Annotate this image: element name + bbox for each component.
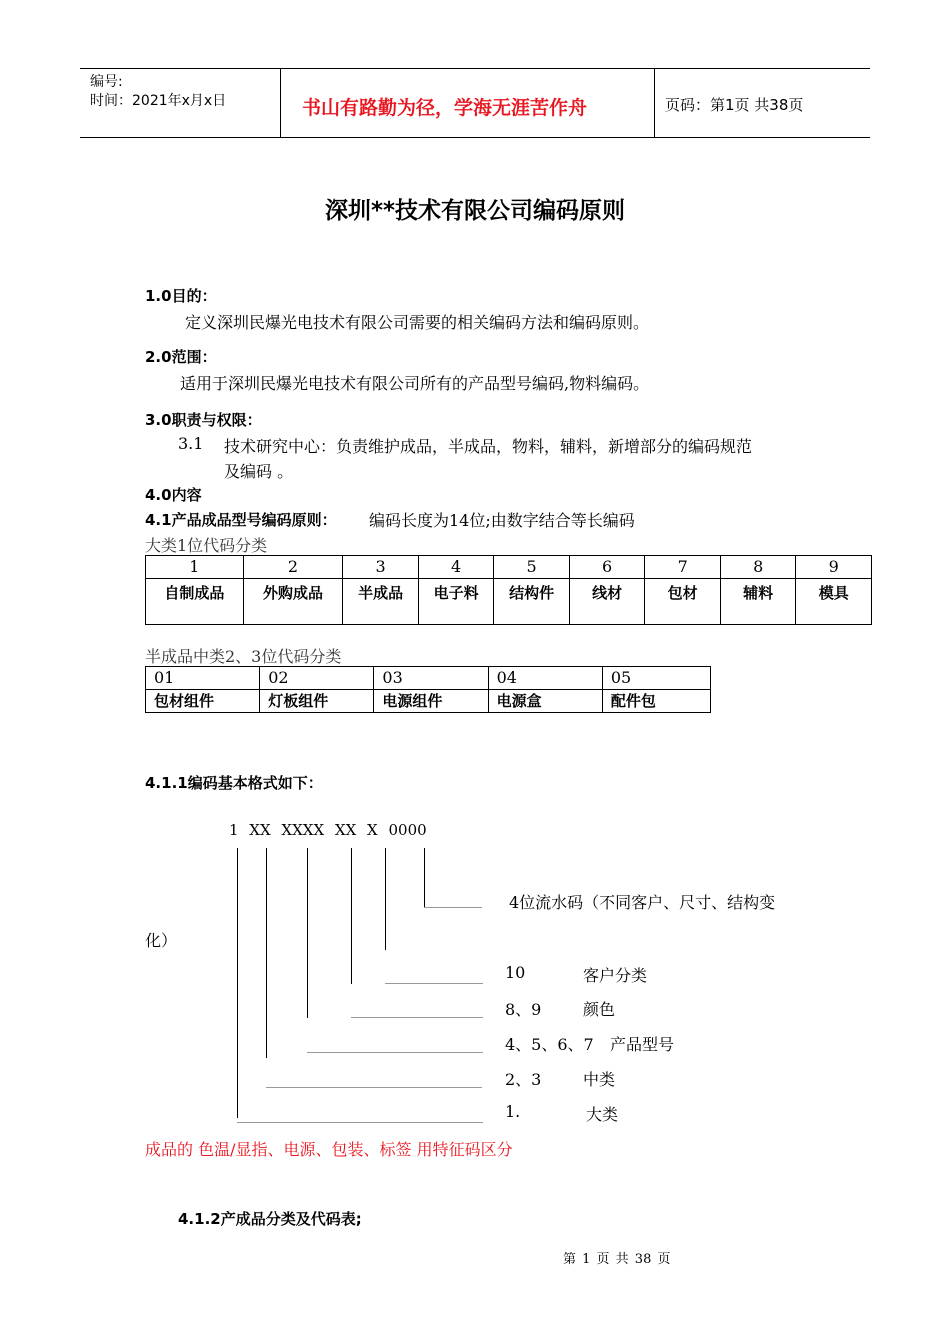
header-motto: 书山有路勤为径，学海无涯苦作舟 [302, 97, 588, 119]
connector-line [351, 848, 352, 984]
page-header [80, 68, 870, 138]
header-time-label: 时间：2021年x月x日 [90, 93, 227, 109]
table-cell: 包材组件 [146, 690, 260, 713]
connector-line [266, 1087, 482, 1088]
table-row [146, 556, 872, 579]
position-label: 4、5、6、7 [505, 1035, 594, 1054]
position-description: 中类 [583, 1070, 616, 1089]
header-page-info: 页码：第1页 共38页 [665, 96, 804, 114]
table-cell: 3 [343, 556, 419, 579]
table-cell: 电源盒 [488, 690, 602, 713]
table-row [146, 579, 872, 625]
position-label: 1. [505, 1102, 521, 1121]
section-3-item-text-cont: 及编码 。 [224, 462, 294, 481]
section-4-1-text: 编码长度为14位;由数字结合等长编码 [369, 511, 635, 530]
page-footer: 第 1 页 共 38 页 [563, 1252, 671, 1267]
table-cell: 04 [488, 667, 602, 690]
connector-line [307, 848, 308, 1018]
code-format: 1 XX XXXX XX X 0000 [229, 821, 427, 839]
table-cell: 2 [243, 556, 343, 579]
connector-line [351, 1017, 483, 1018]
connector-line [266, 848, 267, 1058]
position-description: 颜色 [583, 1000, 616, 1019]
section-1-heading: 1.0目的： [145, 287, 217, 305]
table-cell: 1 [146, 556, 244, 579]
section-2-heading: 2.0范围： [145, 348, 217, 366]
table-cell: 配件包 [602, 690, 710, 713]
table-cell: 05 [602, 667, 710, 690]
table-cell: 电源组件 [374, 690, 488, 713]
position-description: 客户分类 [583, 966, 648, 985]
section-4-1-heading: 4.1产品成品型号编码原则： [145, 511, 337, 529]
section-4-1-2-heading: 4.1.2产成品分类及代码表; [178, 1210, 362, 1228]
semi-product-category-table [145, 666, 711, 713]
table-cell: 线材 [569, 579, 645, 625]
position-label: 10 [505, 963, 526, 982]
table-cell: 外购成品 [243, 579, 343, 625]
table-cell: 8 [720, 556, 796, 579]
section-3-item-text: 技术研究中心：负责维护成品，半成品，物料，辅料，新增部分的编码规范 [224, 437, 753, 456]
connector-line [237, 848, 238, 1118]
table-cell: 包材 [645, 579, 721, 625]
table-cell: 辅料 [720, 579, 796, 625]
header-divider [654, 69, 655, 137]
table-cell: 结构件 [494, 579, 570, 625]
connector-line [385, 983, 483, 984]
table-cell: 02 [260, 667, 374, 690]
section-1-text: 定义深圳民爆光电技术有限公司需要的相关编码方法和编码原则。 [185, 313, 650, 332]
section-2-text: 适用于深圳民爆光电技术有限公司所有的产品型号编码,物料编码。 [180, 374, 650, 393]
table-cell: 7 [645, 556, 721, 579]
section-3-heading: 3.0职责与权限： [145, 411, 262, 429]
connector-line [385, 848, 386, 950]
major-category-table [145, 555, 872, 625]
header-code-label: 编号: [90, 74, 123, 90]
table-cell: 5 [494, 556, 570, 579]
table-cell: 灯板组件 [260, 690, 374, 713]
table2-caption: 半成品中类2、3位代码分类 [145, 647, 342, 666]
table-cell: 模具 [796, 579, 872, 625]
table-cell: 自制成品 [146, 579, 244, 625]
section-4-heading: 4.0内容 [145, 486, 202, 504]
connector-line [307, 1052, 483, 1053]
table-cell: 4 [418, 556, 494, 579]
table-cell: 6 [569, 556, 645, 579]
header-divider [280, 69, 281, 137]
feature-code-note: 成品的 色温/显指、电源、包装、标签 用特征码区分 [145, 1140, 513, 1159]
table-cell: 03 [374, 667, 488, 690]
table-cell: 01 [146, 667, 260, 690]
connector-line [424, 907, 482, 908]
table-cell: 9 [796, 556, 872, 579]
table-cell: 半成品 [343, 579, 419, 625]
position-description: 产品型号 [610, 1035, 675, 1054]
position-label: 8、9 [505, 1000, 542, 1019]
table1-caption: 大类1位代码分类 [145, 536, 268, 555]
serial-code-description-cont: 化） [145, 931, 178, 950]
section-3-item-number: 3.1 [178, 434, 204, 453]
position-description: 大类 [586, 1105, 619, 1124]
connector-line [424, 848, 425, 908]
table-row [146, 690, 711, 713]
section-4-1-1-heading: 4.1.1编码基本格式如下： [145, 774, 323, 792]
connector-line [237, 1122, 483, 1123]
serial-code-description: 4位流水码（不同客户、尺寸、结构变 [509, 893, 776, 912]
position-label: 2、3 [505, 1070, 542, 1089]
table-row [146, 667, 711, 690]
document-title: 深圳**技术有限公司编码原则 [324, 198, 626, 224]
table-cell: 电子料 [418, 579, 494, 625]
